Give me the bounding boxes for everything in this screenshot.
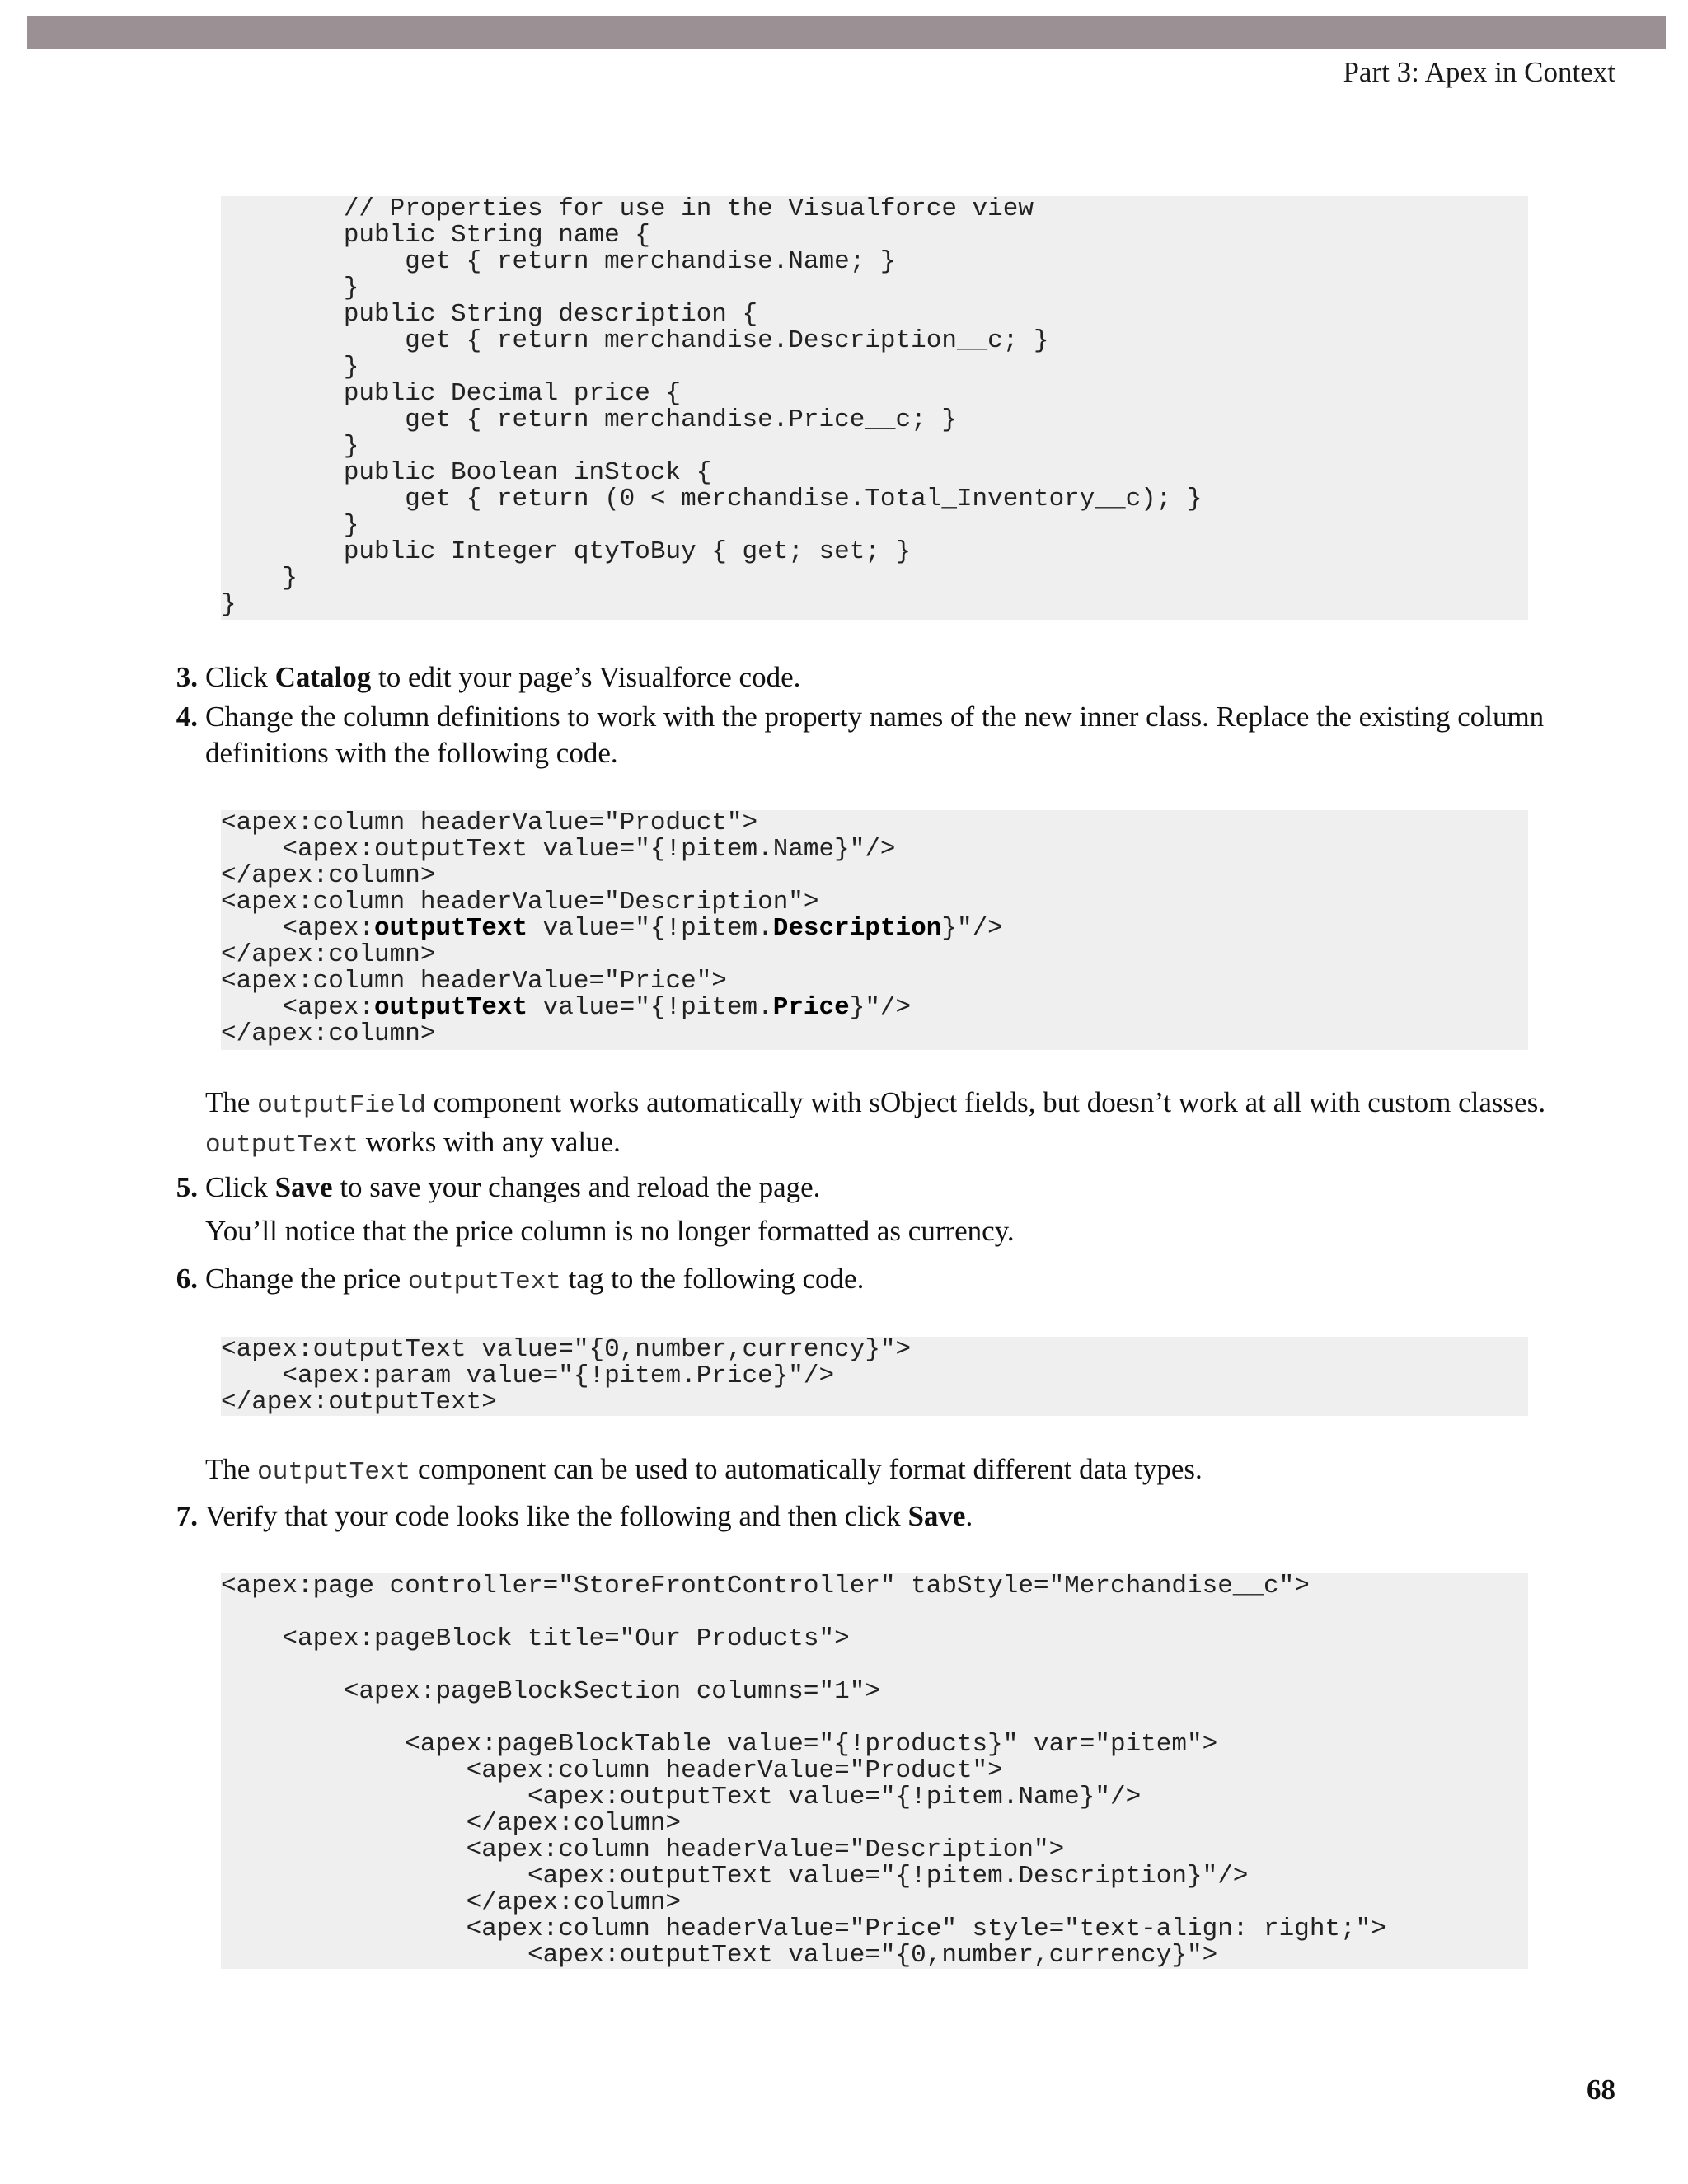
code-line: <apex:column headerValue="Description"> (221, 1835, 1065, 1864)
step-number: 5. (176, 1171, 198, 1203)
header-bar (27, 16, 1666, 49)
code-line: <apex:outputText value="{0,number,currency}"> (221, 1337, 912, 1364)
code-line: public String name { (221, 221, 650, 250)
note-output-text: The outputText component can be used to automatically format different data types. (205, 1453, 1203, 1487)
step-text: definitions with the following code. (205, 737, 618, 769)
code-line (221, 1652, 1528, 1679)
code-block-currency (221, 1337, 1528, 1416)
step-number: 6. (176, 1263, 198, 1295)
code-block-columns (221, 810, 1528, 1050)
code-line: <apex:outputText value="{!pitem.Description}"/> (221, 914, 1003, 943)
note-output-field: The outputField component works automatically with sObject fields, but doesn’t work at all with custom classes. outputText works with any value. (205, 1086, 1546, 1160)
step-4 (165, 699, 1545, 771)
code-line: <apex:column headerValue="Price" style="text-align: right;"> (221, 1915, 1386, 1943)
code-line: </apex:column> (221, 1888, 682, 1917)
ui-label-save: Save (274, 1171, 333, 1203)
code-line: </apex:column> (221, 1809, 682, 1838)
code-line (221, 1600, 1528, 1626)
code-line: <apex:page controller="StoreFrontController" tabStyle="Merchandise__c"> (221, 1573, 1310, 1601)
code-line: get { return merchandise.Price__c; } (221, 405, 957, 434)
code-line: } (221, 353, 359, 382)
code-line (221, 1705, 1528, 1732)
code-line: } (221, 432, 359, 461)
code-line: <apex:outputText value="{!pitem.Description}"/> (221, 1862, 1249, 1891)
code-line: <apex:pageBlock title="Our Products"> (221, 1624, 850, 1653)
code-line: } (221, 590, 237, 619)
code-line: get { return (0 < merchandise.Total_Inventory__c); } (221, 485, 1203, 513)
step-number: 3. (176, 661, 198, 693)
code-block-inner-class (221, 196, 1528, 620)
inline-code: outputField (257, 1091, 426, 1120)
code-line: </apex:column> (221, 1019, 436, 1048)
code-line: </apex:column> (221, 940, 436, 969)
code-line: <apex:param value="{!pitem.Price}"/> (221, 1361, 835, 1390)
code-line: </apex:outputText> (221, 1388, 497, 1416)
code-line: <apex:column headerValue="Product"> (221, 1756, 1003, 1785)
code-line: public Decimal price { (221, 379, 682, 408)
step-followup: You’ll notice that the price column is no longer formatted as currency. (205, 1215, 1015, 1247)
code-line: <apex:column headerValue="Product"> (221, 810, 758, 837)
code-line: // Properties for use in the Visualforce view (221, 196, 1034, 223)
step-6: 6. Change the price outputText tag to the following code. (165, 1261, 1500, 1301)
step-text: to edit your page’s Visualforce code. (371, 661, 801, 693)
step-number: 4. (176, 701, 198, 733)
code-line: <apex:outputText value="{0,number,currency}"> (221, 1941, 1218, 1969)
code-line: public Integer qtyToBuy { get; set; } (221, 537, 912, 566)
code-line: <apex:pageBlockTable value="{!products}" var="pitem"> (221, 1730, 1218, 1759)
code-line: get { return merchandise.Name; } (221, 247, 896, 276)
step-text: Change the column definitions to work with the property names of the new inner class. Replace the existing column (205, 701, 1545, 733)
code-line: public Boolean inStock { (221, 458, 712, 487)
code-line: public String description { (221, 300, 758, 329)
code-line: get { return merchandise.Description__c; } (221, 326, 1049, 355)
code-line: <apex:column headerValue="Price"> (221, 967, 727, 996)
step-number: 7. (176, 1500, 198, 1532)
code-line: } (221, 274, 359, 302)
ui-label-catalog: Catalog (274, 661, 372, 693)
step-7: 7. Verify that your code looks like the following and then click Save. (165, 1498, 1500, 1535)
inline-code: outputText (407, 1268, 561, 1296)
code-line: <apex:outputText value="{!pitem.Name}"/> (221, 1783, 1142, 1811)
code-line: </apex:column> (221, 861, 436, 890)
code-line: } (221, 511, 359, 540)
step-text: Click (205, 661, 275, 693)
code-line: <apex:pageBlockSection columns="1"> (221, 1677, 880, 1706)
page-number: 68 (1587, 2074, 1615, 2106)
running-header: Part 3: Apex in Context (1343, 56, 1615, 88)
inline-code: outputText (257, 1458, 411, 1487)
code-block-full-page (221, 1573, 1528, 1969)
code-line: <apex:outputText value="{!pitem.Price}"/> (221, 993, 912, 1022)
code-line: <apex:outputText value="{!pitem.Name}"/> (221, 835, 896, 864)
inline-code: outputText (205, 1131, 359, 1160)
step-3 (165, 659, 1500, 696)
ui-label-save: Save (907, 1500, 966, 1532)
code-line: <apex:column headerValue="Description"> (221, 888, 819, 916)
code-line: } (221, 564, 298, 593)
step-5: 5. Click Save to save your changes and reload the page. You’ll notice that the price column is no longer formatted as currency. (165, 1169, 1500, 1249)
